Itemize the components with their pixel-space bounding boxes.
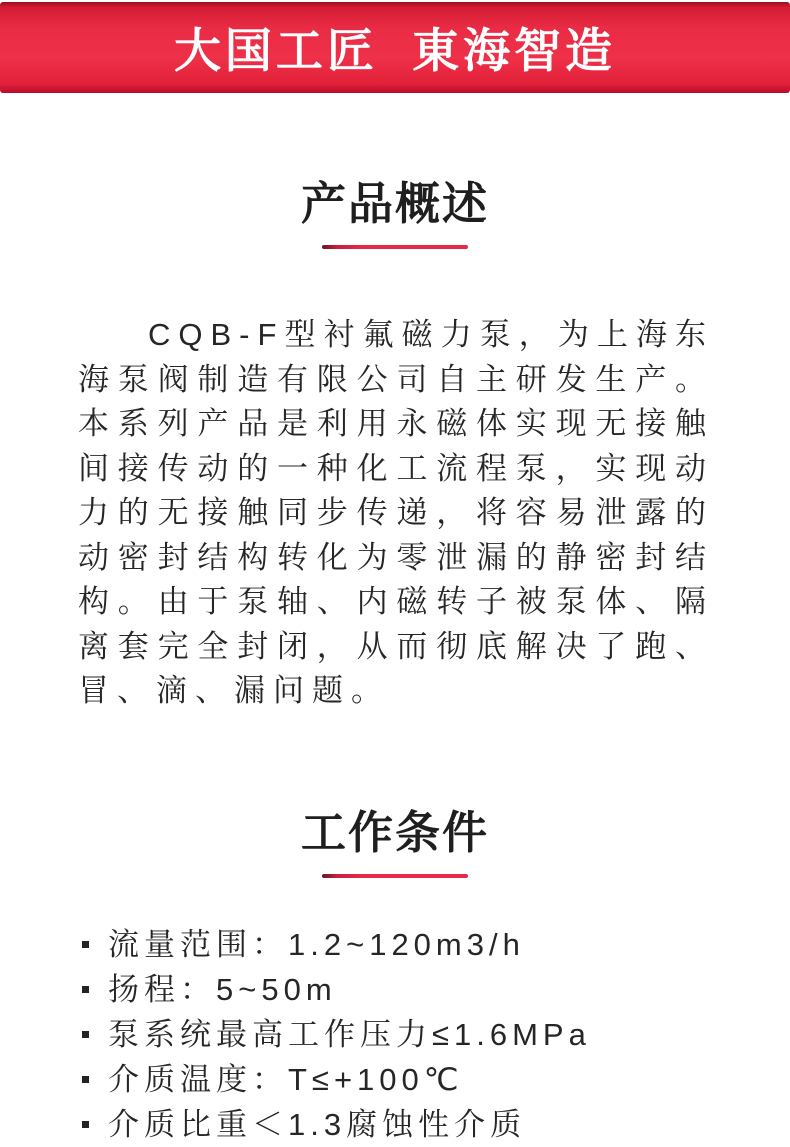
- condition-text: 介质温度：T≤+100℃: [108, 1061, 464, 1097]
- banner-title: 大国工匠 東海智造: [173, 24, 617, 77]
- list-item: [82, 1057, 750, 1102]
- title-underline: [322, 245, 468, 249]
- title-underline: [322, 874, 468, 878]
- list-item: [82, 1102, 750, 1147]
- section-conditions: [0, 714, 790, 1147]
- product-description: CQB-F型衬氟磁力泵，为上海东海泵阀制造有限公司自主研发生产。本系列产品是利用永磁体实现无接触间接传动的一种化工流程泵，实现动力的无接触同步传递，将容易泄露的动密封结构转化为零泄漏的静密封结构。由于泵轴、内磁转子被泵体、隔离套完全封闭，从而彻底解决了跑、冒、滴、漏问题。: [78, 317, 714, 708]
- bullet-dot: [82, 986, 89, 993]
- list-item: [82, 967, 750, 1012]
- list-item: [82, 922, 750, 967]
- condition-text: 流量范围：1.2~120m3/h: [108, 926, 525, 962]
- brand-banner: [0, 2, 790, 93]
- condition-text: 扬程：5~50m: [108, 971, 337, 1007]
- conditions-list: [0, 922, 790, 1147]
- product-detail-page: [0, 2, 790, 1142]
- bullet-dot: [82, 941, 89, 948]
- bullet-dot: [82, 1076, 89, 1083]
- section-overview: [0, 93, 790, 714]
- condition-text: 介质比重＜1.3腐蚀性介质: [108, 1106, 527, 1142]
- overview-title: 产品概述: [300, 178, 489, 229]
- conditions-title: 工作条件: [300, 806, 489, 858]
- condition-text: 泵系统最高工作压力≤1.6MPa: [108, 1016, 591, 1052]
- bullet-dot: [82, 1031, 89, 1038]
- list-item: [82, 1012, 750, 1057]
- bullet-dot: [82, 1121, 89, 1128]
